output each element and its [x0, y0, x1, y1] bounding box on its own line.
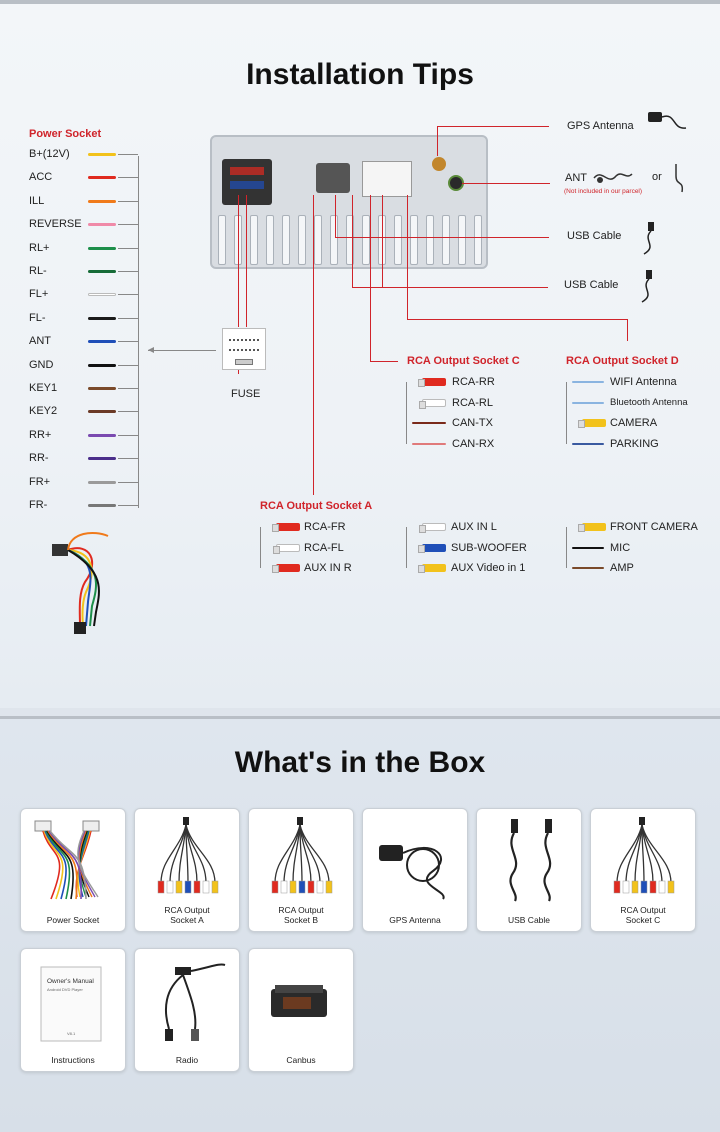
box-item-label: USB Cable — [507, 915, 551, 925]
power-pin-leader — [118, 177, 138, 178]
rca-connector-port — [362, 161, 412, 197]
rca-cable-icon — [249, 809, 355, 909]
power-pin-leader — [118, 458, 138, 459]
power-pin-wire — [88, 270, 116, 273]
power-pin-label: B+(12V) — [29, 148, 70, 160]
power-pin-wire — [88, 387, 116, 390]
socket-item-label: AMP — [610, 562, 634, 574]
box-item-label: RCA Output Socket C — [620, 905, 666, 925]
wire-end — [572, 381, 604, 383]
power-pin-leader — [118, 482, 138, 483]
socket-item-label: WIFI Antenna — [610, 376, 677, 388]
socket-c-heading: RCA Output Socket C — [407, 355, 520, 367]
power-pin-label: ACC — [29, 171, 53, 184]
heatsink-fin — [330, 215, 338, 265]
heatsink-fin — [218, 215, 226, 265]
box-item-card — [20, 948, 126, 1072]
radio-antenna-icon — [592, 160, 634, 190]
box-item-label: GPS Antenna — [389, 915, 441, 925]
gps-antenna-icon — [646, 108, 690, 136]
socket-d-heading: RCA Output Socket D — [566, 355, 679, 367]
box-item-card — [590, 808, 696, 932]
manual-title-text: Owner's Manual — [47, 978, 94, 985]
box-item-label: Canbus — [286, 1055, 316, 1065]
socket-a-heading: RCA Output Socket A — [260, 500, 373, 512]
power-pin-leader — [118, 388, 138, 389]
heatsink-fin — [362, 215, 370, 265]
socket-bracket-line — [406, 527, 407, 568]
socket-item-label: FRONT CAMERA — [610, 521, 698, 533]
socket-item-label: RCA-RR — [452, 376, 495, 388]
usb-cable-2-label: USB Cable — [564, 279, 619, 291]
power-pin-wire — [88, 504, 116, 507]
heatsink-fin — [426, 215, 434, 265]
socket-item-label: Bluetooth Antenna — [610, 396, 688, 408]
wire-end — [572, 402, 604, 404]
canbus-box-icon — [249, 949, 355, 1049]
gps-antenna-icon — [363, 809, 469, 909]
usb-ports — [316, 163, 350, 193]
power-pin-wire — [88, 434, 116, 437]
manual-subtitle-text: Android DVD Player — [47, 987, 83, 992]
gps-port — [432, 157, 446, 171]
power-pin-label: RR- — [29, 452, 49, 465]
manual-icon — [21, 949, 127, 1049]
socket-item-label: MIC — [610, 541, 631, 554]
power-pin-label: RL- — [29, 265, 47, 277]
socket-item-label: AUX IN R — [304, 562, 352, 574]
power-pin-label: RL+ — [29, 241, 50, 254]
heatsink-fin — [410, 215, 418, 265]
box-item-label: RCA Output Socket A — [164, 905, 210, 925]
power-pin-label: FR+ — [29, 475, 51, 488]
usb-cable-icon — [477, 809, 583, 909]
wiring-harness-icon — [21, 809, 127, 909]
heatsink-fin — [282, 215, 290, 265]
power-pin-wire — [88, 200, 116, 203]
power-pin-wire — [88, 293, 116, 296]
socket-item-label: AUX Video in 1 — [451, 562, 526, 574]
heatsink-fin — [394, 215, 402, 265]
power-pin-label: FL+ — [29, 288, 49, 301]
power-socket-heading: Power Socket — [29, 128, 102, 140]
rca-cable-icon — [591, 809, 697, 909]
power-pin-wire — [88, 153, 116, 156]
box-title: What's in the Box — [234, 746, 486, 779]
power-pin-label: KEY2 — [29, 405, 58, 418]
power-pin-leader — [118, 224, 138, 225]
rca-plug-icon — [422, 544, 446, 552]
power-bus-line — [138, 156, 139, 508]
socket-bracket-line — [566, 527, 567, 568]
box-item-label: Radio — [175, 1055, 199, 1065]
power-pin-label: ILL — [29, 194, 45, 207]
socket-item-label: SUB-WOOFER — [451, 541, 527, 554]
heatsink-fin — [298, 215, 306, 265]
rca-plug-icon — [276, 564, 300, 572]
box-item-card — [476, 808, 582, 932]
wire-end — [412, 422, 446, 424]
power-pin-wire — [88, 457, 116, 460]
power-pin-label: ANT — [29, 335, 51, 348]
gps-antenna-label: GPS Antenna — [567, 120, 634, 132]
heatsink-fin — [442, 215, 450, 265]
socket-bracket-line — [566, 382, 567, 444]
fuse-box — [222, 328, 266, 370]
heatsink-fin — [250, 215, 258, 265]
socket-item-label: CAMERA — [610, 417, 658, 429]
power-pin-leader — [118, 505, 138, 506]
power-pin-wire — [88, 410, 116, 413]
box-item-card — [248, 808, 354, 932]
rca-cable-icon — [135, 809, 241, 909]
arrow-left-icon — [148, 347, 154, 353]
socket-bracket-line — [260, 527, 261, 568]
socket-item-label: PARKING — [610, 437, 659, 450]
power-pin-label: RR+ — [29, 428, 52, 441]
power-pin-label: FL- — [29, 311, 46, 324]
socket-item-label: CAN-RX — [452, 437, 495, 450]
usb-cable-1-label: USB Cable — [567, 230, 622, 242]
radio-antenna-alt-icon — [670, 162, 690, 196]
fuse-label: FUSE — [231, 388, 261, 400]
power-pin-leader — [118, 318, 138, 319]
box-item-card — [134, 948, 240, 1072]
box-item-label: Instructions — [51, 1055, 95, 1065]
power-pin-leader — [118, 248, 138, 249]
manual-version-text: V8.1 — [67, 1031, 76, 1036]
rca-plug-icon — [422, 378, 446, 386]
box-item-card — [248, 948, 354, 1072]
rca-plug-icon — [276, 523, 300, 531]
box-item-card — [20, 808, 126, 932]
ant-or-label: or — [652, 171, 662, 183]
heatsink-fins — [212, 209, 486, 269]
socket-item-label: CAN-TX — [452, 417, 493, 429]
box-item-label: RCA Output Socket B — [278, 905, 324, 925]
power-pin-wire — [88, 340, 116, 343]
power-pin-label: FR- — [29, 499, 48, 511]
power-pin-leader — [118, 271, 138, 272]
socket-item-label: AUX IN L — [451, 521, 497, 533]
wire-end — [572, 567, 604, 569]
power-pin-leader — [118, 435, 138, 436]
heatsink-fin — [474, 215, 482, 265]
box-item-card — [134, 808, 240, 932]
rca-plug-icon — [422, 523, 446, 531]
usb-cable-icon — [636, 220, 662, 256]
ant-note: (Not included in our parcel) — [564, 188, 643, 195]
socket-bracket-line — [406, 382, 407, 444]
installation-title: Installation Tips — [246, 58, 474, 91]
power-pin-leader — [118, 341, 138, 342]
power-pin-wire — [88, 247, 116, 250]
power-pin-wire — [88, 176, 116, 179]
power-pin-leader — [118, 201, 138, 202]
power-pin-wire — [88, 317, 116, 320]
power-pin-wire — [88, 481, 116, 484]
box-item-label: Power Socket — [46, 915, 100, 925]
power-pin-leader — [118, 294, 138, 295]
wire-end — [572, 547, 604, 549]
power-pin-label: GND — [29, 358, 54, 371]
rca-plug-icon — [276, 544, 300, 552]
power-pin-leader — [118, 154, 138, 155]
power-pin-label: REVERSE — [29, 218, 82, 231]
head-unit-back — [210, 135, 488, 269]
rca-plug-icon — [582, 523, 606, 531]
heatsink-fin — [266, 215, 274, 265]
radio-cable-icon — [135, 949, 241, 1049]
rca-plug-icon — [582, 419, 606, 427]
socket-item-label: RCA-FL — [304, 541, 344, 554]
ant-label: ANT — [565, 172, 587, 184]
socket-item-label: RCA-FR — [304, 521, 346, 533]
rca-plug-icon — [422, 399, 446, 407]
power-to-fuse-line — [148, 350, 216, 351]
power-harness-icon — [50, 522, 130, 642]
rca-plug-icon — [422, 564, 446, 572]
power-pin-leader — [118, 411, 138, 412]
heatsink-fin — [458, 215, 466, 265]
box-item-card — [362, 808, 468, 932]
power-pin-leader — [118, 365, 138, 366]
heatsink-fin — [314, 215, 322, 265]
wire-end — [412, 443, 446, 445]
power-pin-wire — [88, 223, 116, 226]
usb-cable-icon — [634, 268, 660, 304]
power-pin-wire — [88, 364, 116, 367]
socket-item-label: RCA-RL — [452, 396, 493, 409]
wire-end — [572, 443, 604, 445]
power-pin-label: KEY1 — [29, 382, 58, 394]
